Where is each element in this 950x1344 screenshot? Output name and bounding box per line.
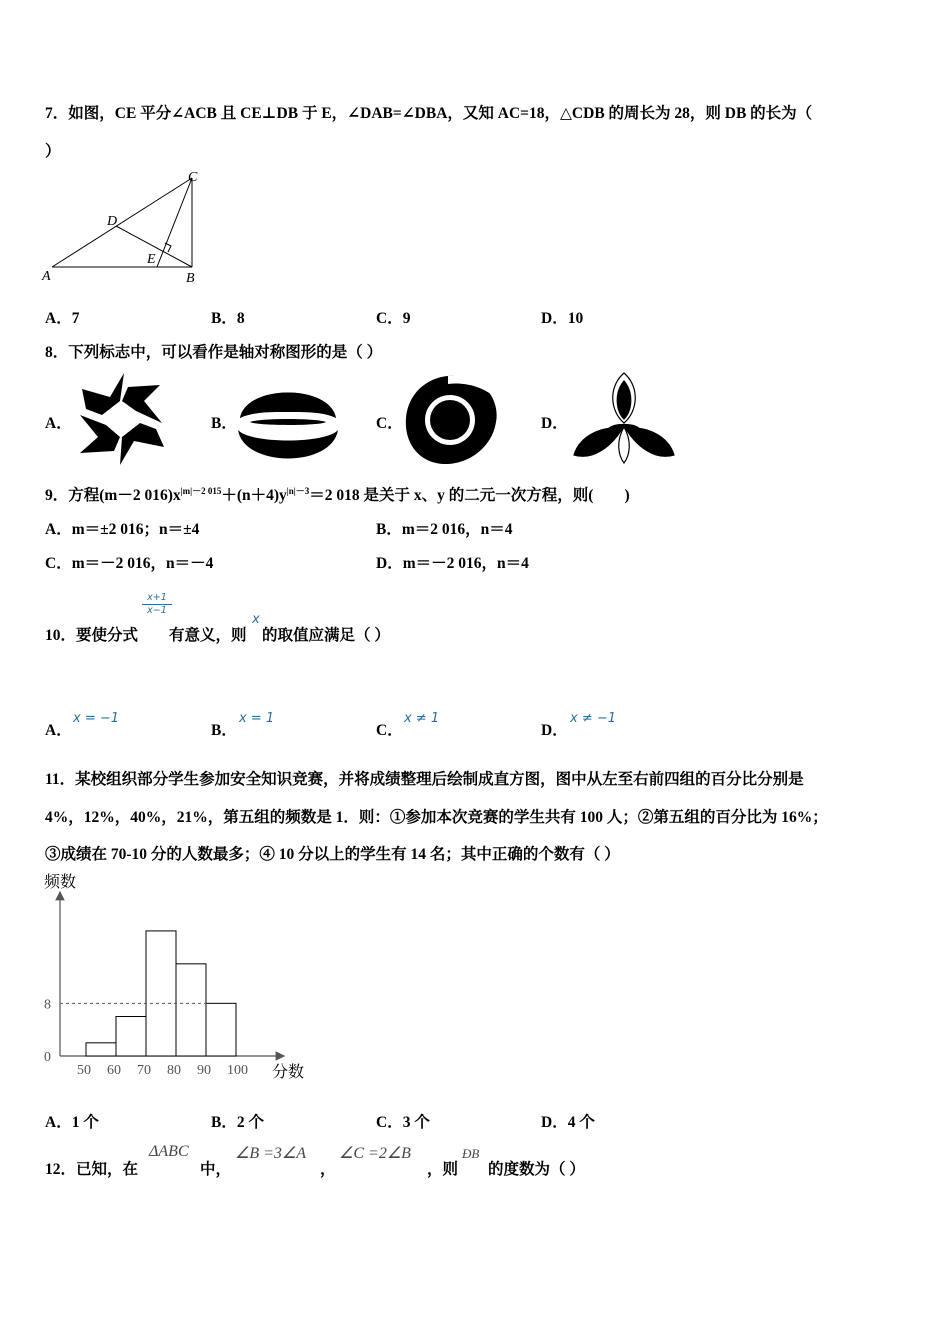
- q10-fraction: [142, 592, 172, 617]
- q8-option-c-label[interactable]: C．: [376, 415, 403, 432]
- x-tick-label-90: 90: [197, 1063, 211, 1078]
- q9-option-b[interactable]: B．m＝2 016，n＝4: [376, 521, 513, 538]
- histogram-bar-80-90: [176, 964, 206, 1056]
- q9-stem-part1: 9．方程(m－2 016)x: [45, 487, 181, 504]
- spiral-ring-logo-icon: [402, 372, 500, 468]
- x-tick-label-50: 50: [77, 1063, 91, 1078]
- q7-stem-end: ）: [45, 143, 61, 160]
- q11-option-a[interactable]: A．1 个: [45, 1114, 99, 1131]
- q9-exponent-y: |n|－3: [286, 486, 310, 496]
- q9-stem-part3: ＝2 018 是关于 x、y 的二元一次方程，则( ): [309, 487, 630, 504]
- q11-option-b[interactable]: B．2 个: [211, 1114, 264, 1131]
- label-e: E: [147, 252, 156, 267]
- q8-option-b-label[interactable]: B．: [211, 415, 237, 432]
- x-tick-label-100: 100: [227, 1063, 248, 1078]
- q10-option-b-label[interactable]: B．: [211, 722, 237, 739]
- q12-stem-part3: ，: [320, 1161, 336, 1178]
- q7-triangle-figure: [40, 163, 210, 287]
- trefoil-logo-icon: [568, 369, 680, 467]
- y-tick-label-0: 0: [44, 1050, 51, 1065]
- q8-option-a-label[interactable]: A．: [45, 415, 72, 432]
- q11-option-d[interactable]: D．4 个: [541, 1114, 595, 1131]
- q10-option-a-math: x = −1: [73, 711, 120, 726]
- q10-fraction-numerator: x+1: [147, 592, 167, 603]
- label-d: D: [107, 214, 118, 229]
- q7-option-a[interactable]: A．7: [45, 310, 80, 327]
- x-tick-label-70: 70: [137, 1063, 151, 1078]
- label-a: A: [42, 269, 51, 284]
- y-tick-label-8: 8: [44, 997, 51, 1013]
- q9-exponent-x: |m|－2 015: [180, 486, 222, 496]
- four-star-logo-icon: [72, 371, 170, 467]
- q10-option-d-math: x ≠ −1: [570, 711, 617, 726]
- q11-stem-line1: 11．某校组织部分学生参加安全知识竞赛，并将成绩整理后绘制成直方图，图中从左至右前四组的百分比分别是: [45, 771, 804, 788]
- x-tick-label-60: 60: [107, 1063, 121, 1078]
- x-tick-label-80: 80: [167, 1063, 181, 1078]
- q10-stem-part3: 的取值应满足（ ）: [262, 627, 390, 644]
- q12-stem-part2: 中，: [200, 1161, 232, 1178]
- q11-stem-line3: ③成绩在 70-10 分的人数最多；④ 10 分以上的学生有 14 名；其中正确的个数有（ ）: [45, 846, 620, 863]
- q12-stem-part5: 的度数为（ ）: [488, 1161, 585, 1178]
- q11-option-c[interactable]: C．3 个: [376, 1114, 430, 1131]
- y-axis-label: 频数: [44, 874, 77, 891]
- q11-histogram: [40, 868, 320, 1084]
- q10-fraction-denominator: x−1: [142, 604, 172, 617]
- label-c: C: [188, 170, 198, 185]
- line-ce: [157, 178, 192, 267]
- q9-stem: [45, 483, 630, 505]
- q9-option-a[interactable]: A．m＝±2 016；n＝±4: [45, 521, 200, 538]
- histogram-bar-60-70: [116, 1017, 146, 1057]
- q8-stem: 8．下列标志中，可以看作是轴对称图形的是（ ）: [45, 344, 383, 361]
- q12-math-angle-c: ∠C =2∠B: [339, 1145, 411, 1162]
- q7-option-d[interactable]: D．10: [541, 310, 584, 327]
- line-ac: [52, 178, 192, 267]
- q10-option-c-label[interactable]: C．: [376, 722, 403, 739]
- q12-math-target: ÐB: [462, 1146, 480, 1161]
- q10-option-b-math: x = 1: [239, 711, 275, 726]
- q9-stem-part2: ＋(n＋4)y: [221, 487, 287, 504]
- q7-option-b[interactable]: B．8: [211, 310, 245, 327]
- q7-option-c[interactable]: C．9: [376, 310, 411, 327]
- q10-stem-part1: 10．要使分式: [45, 627, 139, 644]
- label-b: B: [186, 271, 195, 286]
- q12-math-angle-b: ∠B =3∠A: [235, 1145, 307, 1162]
- histogram-bar-50-60: [86, 1043, 116, 1056]
- x-axis-label: 分数: [272, 1064, 305, 1081]
- histogram-bar-90-100: [206, 1003, 236, 1056]
- q10-option-d-label[interactable]: D．: [541, 722, 568, 739]
- q8-option-d-label[interactable]: D．: [541, 415, 568, 432]
- q12-stem-part4: ，则: [427, 1161, 459, 1178]
- histogram-bar-70-80: [146, 931, 176, 1056]
- q11-stem-line2: 4%，12%，40%，21%，第五组的频数是 1．则：①参加本次竞赛的学生共有 100 人；②第五组的百分比为 16%；: [45, 809, 828, 826]
- q12-stem-part1: 12．已知，在: [45, 1161, 139, 1178]
- q10-variable: x: [252, 612, 260, 627]
- q10-stem-part2: 有意义，则: [169, 627, 247, 644]
- q12-math-triangle: ΔABC: [149, 1143, 189, 1160]
- q7-stem: 7．如图，CE 平分∠ACB 且 CE⊥DB 于 E，∠DAB=∠DBA，又知 AC=18，△CDB 的周长为 28，则 DB 的长为（: [45, 105, 813, 122]
- q9-option-c[interactable]: C．m＝－2 016，n＝－4: [45, 555, 214, 572]
- q10-option-a-label[interactable]: A．: [45, 722, 72, 739]
- eye-split-logo-icon: [236, 378, 340, 468]
- q10-option-c-math: x ≠ 1: [404, 711, 440, 726]
- q9-option-d[interactable]: D．m＝－2 016，n＝4: [376, 555, 529, 572]
